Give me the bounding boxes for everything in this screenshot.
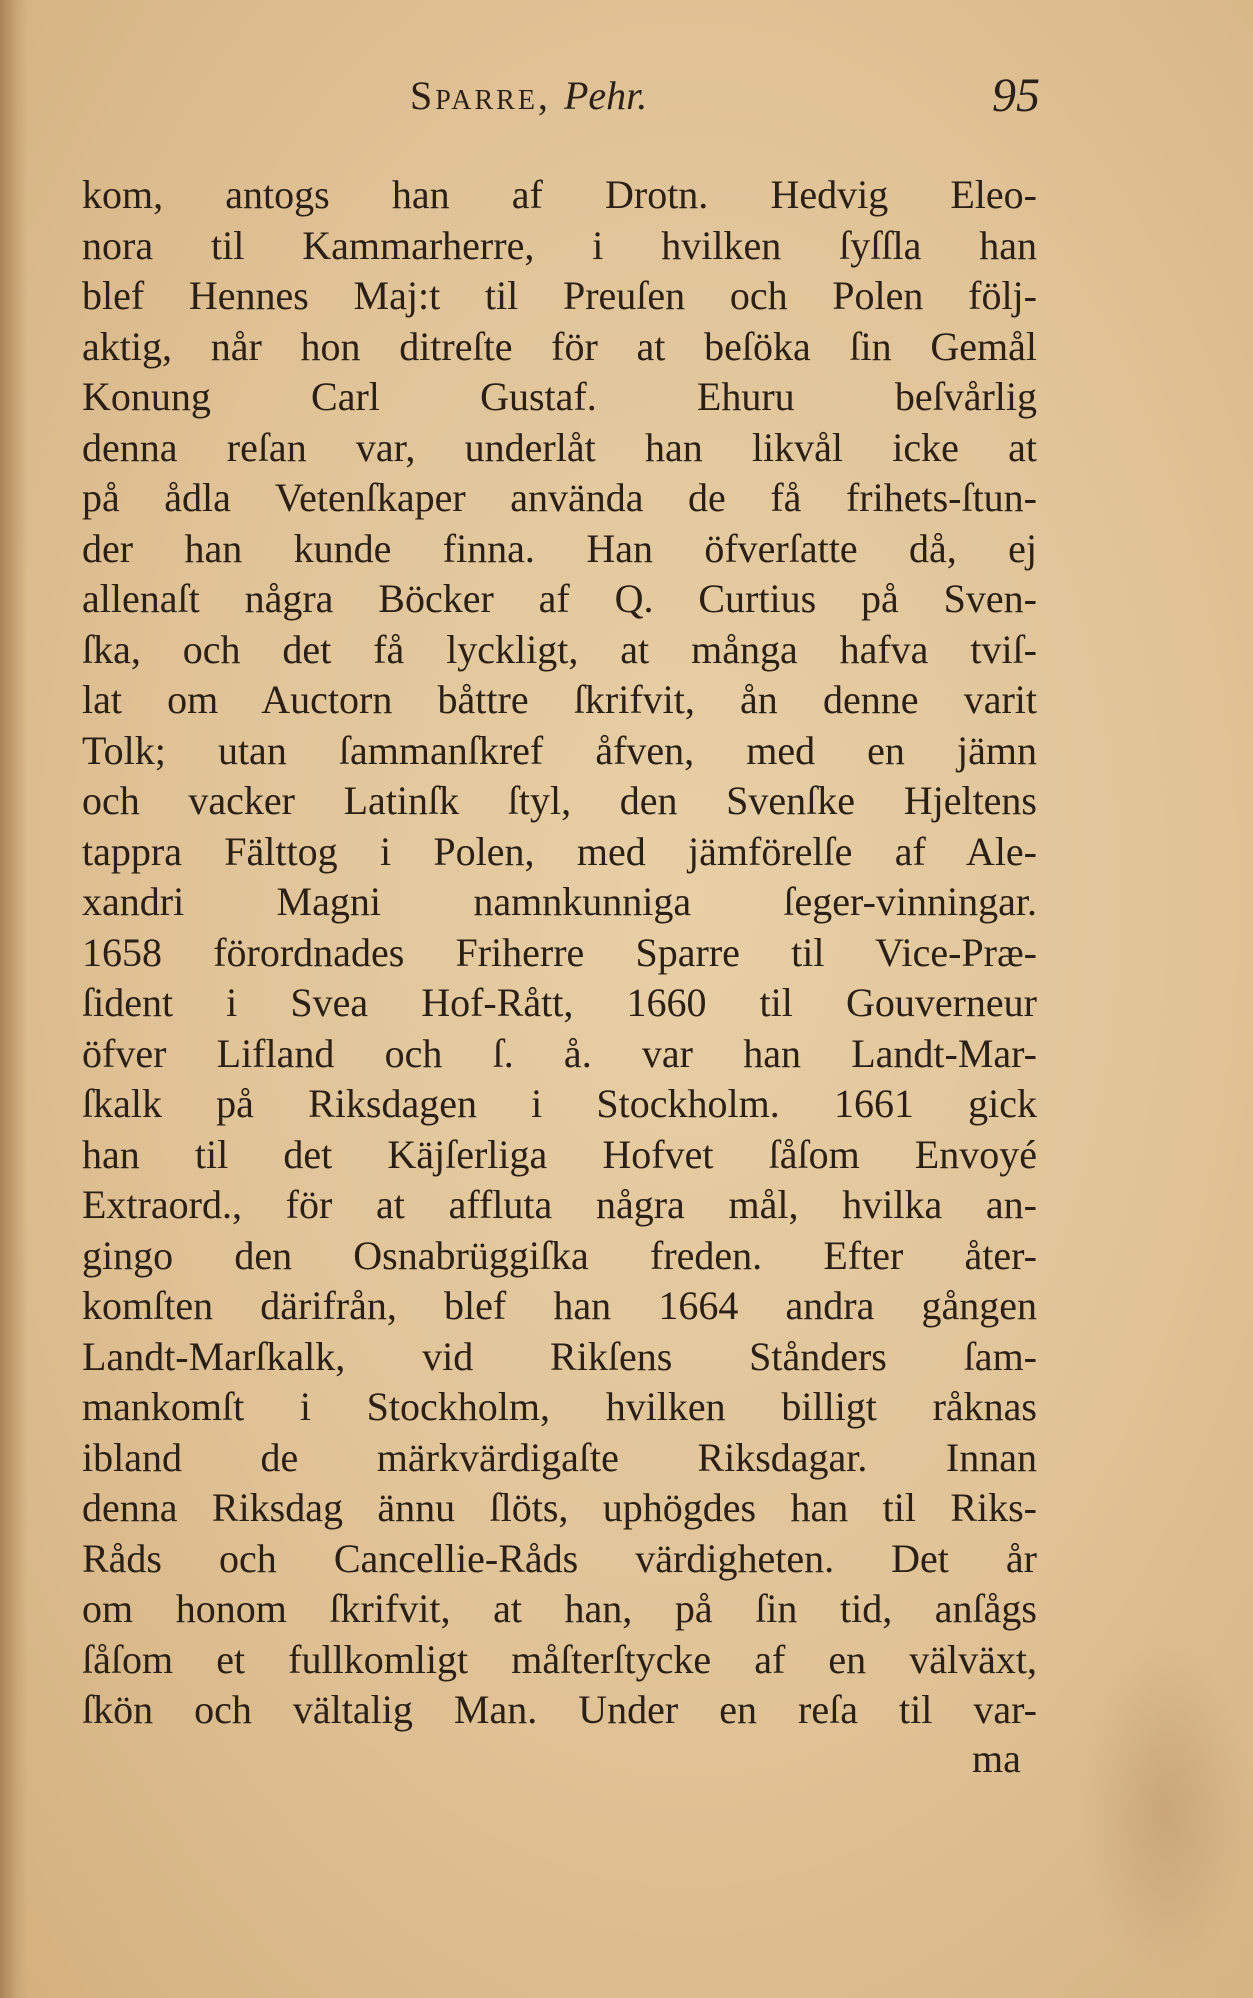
text-line: ſåſom et fullkomligt måſterſtycke af en välväxt, [82,1636,1037,1682]
paper-stain [1080,1640,1250,1980]
text-line: öfver Lifland och ſ. å. var han Landt-Mar- [82,1030,1037,1076]
text-line: Landt-Marſkalk, vid Rikſens Stånders ſam- [82,1333,1037,1379]
text-line: 1658 förordnades Friherre Sparre til Vice-Præ- [82,929,1037,975]
text-line: lat om Auctorn båttre ſkrifvit, ån denne varit [82,677,1037,722]
text-line: denna Riksdag ännu ſlöts, uphögdes han til Riks- [82,1485,1037,1530]
text-line: Råds och Cancellie-Råds värdigheten. Det år [82,1535,1037,1581]
text-line: komſten därifrån, blef han 1664 andra gången [82,1283,1037,1328]
text-line: tappra Fälttog i Polen, med jämförelſe af Ale- [82,828,1037,874]
text-line: kom, antogs han af Drotn. Hedvig Eleo- [82,172,1037,217]
text-line: der han kunde finna. Han öfverſatte då, ej [82,525,1037,571]
running-head-name: Pehr. [563,73,648,118]
text-line: ſkalk på Riksdagen i Stockholm. 1661 gick [82,1081,1037,1126]
page-header [80,62,1040,132]
text-line: ſident i Svea Hof-Rått, 1660 til Gouverneur [82,980,1037,1025]
text-line: denna reſan var, underlåt han likvål icke at [82,424,1037,470]
running-head-caps: Sparre, [410,73,564,118]
text-line: Extraord., för at affluta några mål, hvilka an- [82,1182,1037,1227]
text-line: Tolk; utan ſammanſkref åfven, med en jämn [82,727,1037,773]
text-line: xandri Magni namnkunniga ſeger-vinningar. [82,879,1037,924]
text-line: om honom ſkrifvit, at han, på ſin tid, anſågs [82,1586,1037,1631]
text-line: han til det Käjſerliga Hofvet ſåſom Envoyé [82,1131,1037,1177]
catchword: ma [972,1736,1021,1781]
text-line: på ådla Vetenſkaper använda de få frihets-ſtun- [82,475,1037,520]
text-line: mankomſt i Stockholm, hvilken billigt råknas [82,1384,1037,1429]
text-line: blef Hennes Maj:t til Preuſen och Polen följ- [82,273,1037,318]
text-line: Konung Carl Gustaf. Ehuru beſvårlig [82,374,1037,419]
text-line: gingo den Osnabrüggiſka freden. Efter åter- [82,1232,1037,1278]
text-line: ibland de märkvärdigaſte Riksdagar. Innan [82,1434,1037,1480]
text-line: ſka, och det få lyckligt, at många hafva tviſ- [82,626,1037,672]
text-line: allenaſt några Böcker af Q. Curtius på Sven- [82,576,1037,621]
text-line: ſkön och vältalig Man. Under en reſa til var- [82,1687,1037,1732]
text-line: och vacker Latinſk ſtyl, den Svenſke Hjeltens [82,778,1037,823]
running-head [410,72,647,119]
text-line: aktig, når hon ditreſte för at beſöka ſin Gemål [82,323,1037,369]
body-text [82,170,1037,1736]
text-line: nora til Kammarherre, i hvilken ſyſſla han [82,222,1037,268]
binding-gutter [0,0,28,1998]
page-number: 95 [992,69,1040,122]
